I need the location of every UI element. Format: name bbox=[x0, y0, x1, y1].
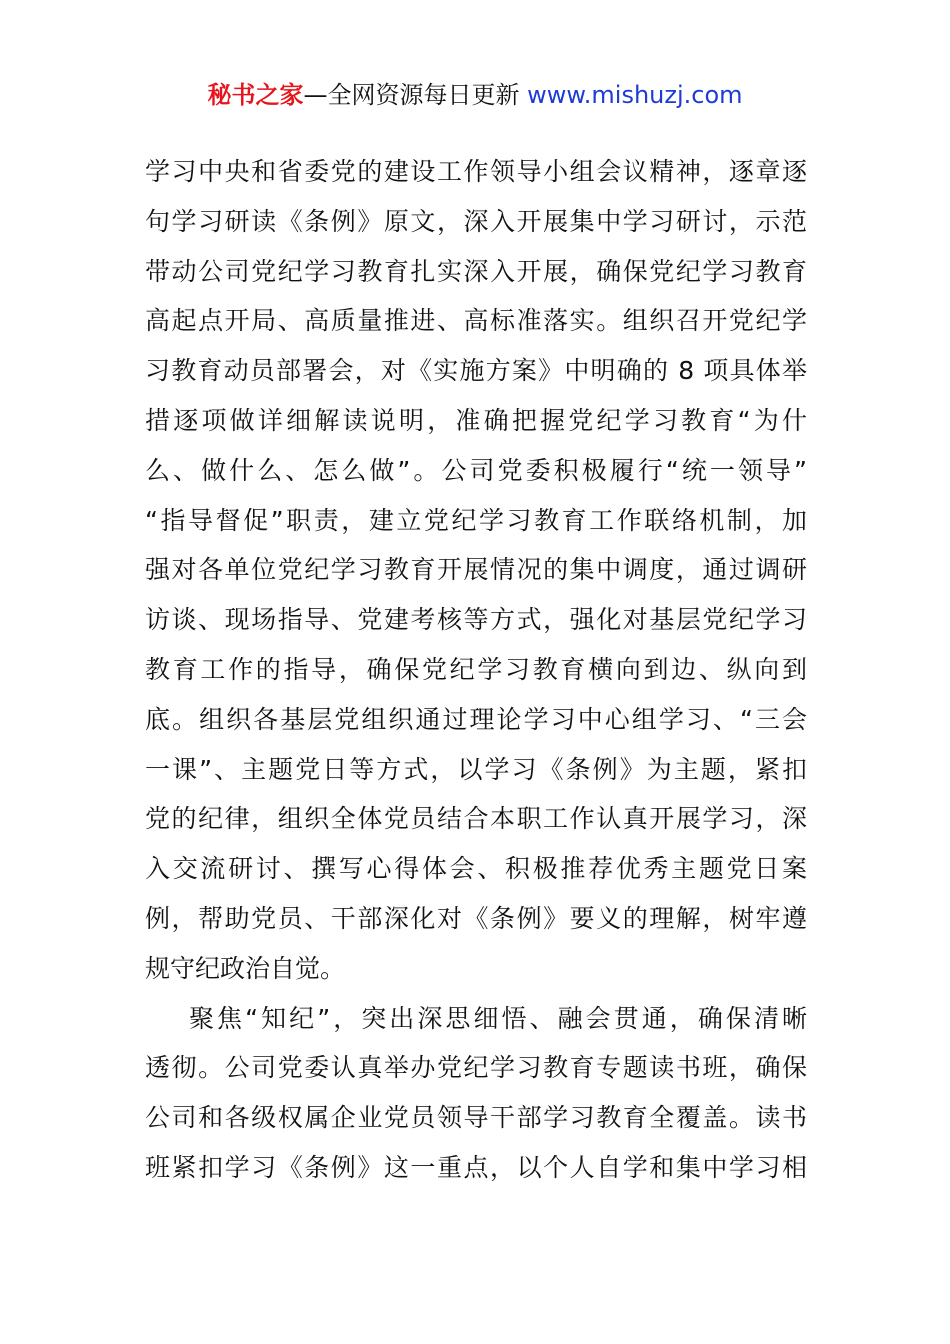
paragraph-line: 访谈、现场指导、党建考核等方式，强化对基层党纪学习 bbox=[145, 605, 807, 635]
paragraph-line: 句学习研读《条例》原文，深入开展集中学习研讨，示范 bbox=[145, 206, 807, 236]
paragraph-line: 带动公司党纪学习教育扎实深入开展，确保党纪学习教育 bbox=[145, 256, 807, 286]
paragraph-line: 入交流研讨、撰写心得体会、积极推荐优秀主题党日案 bbox=[145, 854, 807, 884]
paragraph-line: 措逐项做详细解读说明，准确把握党纪学习教育“为什 bbox=[145, 405, 807, 435]
paragraph-line: 规守纪政治自觉。 bbox=[145, 953, 346, 983]
paragraph-line: 习教育动员部署会，对《实施方案》中明确的 8 项具体举 bbox=[145, 356, 807, 386]
paragraph-line: 一课”、主题党日等方式，以学习《条例》为主题，紧扣 bbox=[145, 754, 807, 784]
header-url[interactable]: www.mishuzj.com bbox=[527, 81, 743, 109]
header-brand: 秘书之家 bbox=[207, 81, 304, 109]
paragraph-line: 透彻。公司党委认真举办党纪学习教育专题读书班，确保 bbox=[145, 1053, 807, 1083]
header-tagline: —全网资源每日更新 bbox=[303, 81, 520, 109]
paragraph-2 bbox=[145, 994, 807, 1193]
paragraph-line: 教育工作的指导，确保党纪学习教育横向到边、纵向到 bbox=[145, 654, 807, 684]
paragraph-line: 底。组织各基层党组织通过理论学习中心组学习、“三会 bbox=[145, 704, 807, 734]
paragraph-1 bbox=[145, 147, 807, 994]
page-header bbox=[0, 78, 950, 112]
paragraph-line: 强对各单位党纪学习教育开展情况的集中调度，通过调研 bbox=[145, 555, 807, 585]
paragraph-line: 公司和各级权属企业党员领导干部学习教育全覆盖。读书 bbox=[145, 1103, 807, 1133]
paragraph-line: 班紧扣学习《条例》这一重点，以个人自学和集中学习相 bbox=[145, 1152, 807, 1182]
paragraph-line: “指导督促”职责，建立党纪学习教育工作联络机制，加 bbox=[145, 505, 807, 535]
paragraph-line: 例，帮助党员、干部深化对《条例》要义的理解，树牢遵 bbox=[145, 903, 807, 933]
paragraph-line: 党的纪律，组织全体党员结合本职工作认真开展学习，深 bbox=[145, 804, 807, 834]
paragraph-line: 聚焦“知纪”，突出深思细悟、融会贯通，确保清晰 bbox=[145, 1003, 807, 1033]
paragraph-line: 么、做什么、怎么做”。公司党委积极履行“统一领导” bbox=[145, 455, 807, 485]
document-body bbox=[145, 147, 807, 1193]
paragraph-line: 学习中央和省委党的建设工作领导小组会议精神，逐章逐 bbox=[145, 157, 807, 186]
paragraph-line: 高起点开局、高质量推进、高标准落实。组织召开党纪学 bbox=[145, 306, 807, 336]
